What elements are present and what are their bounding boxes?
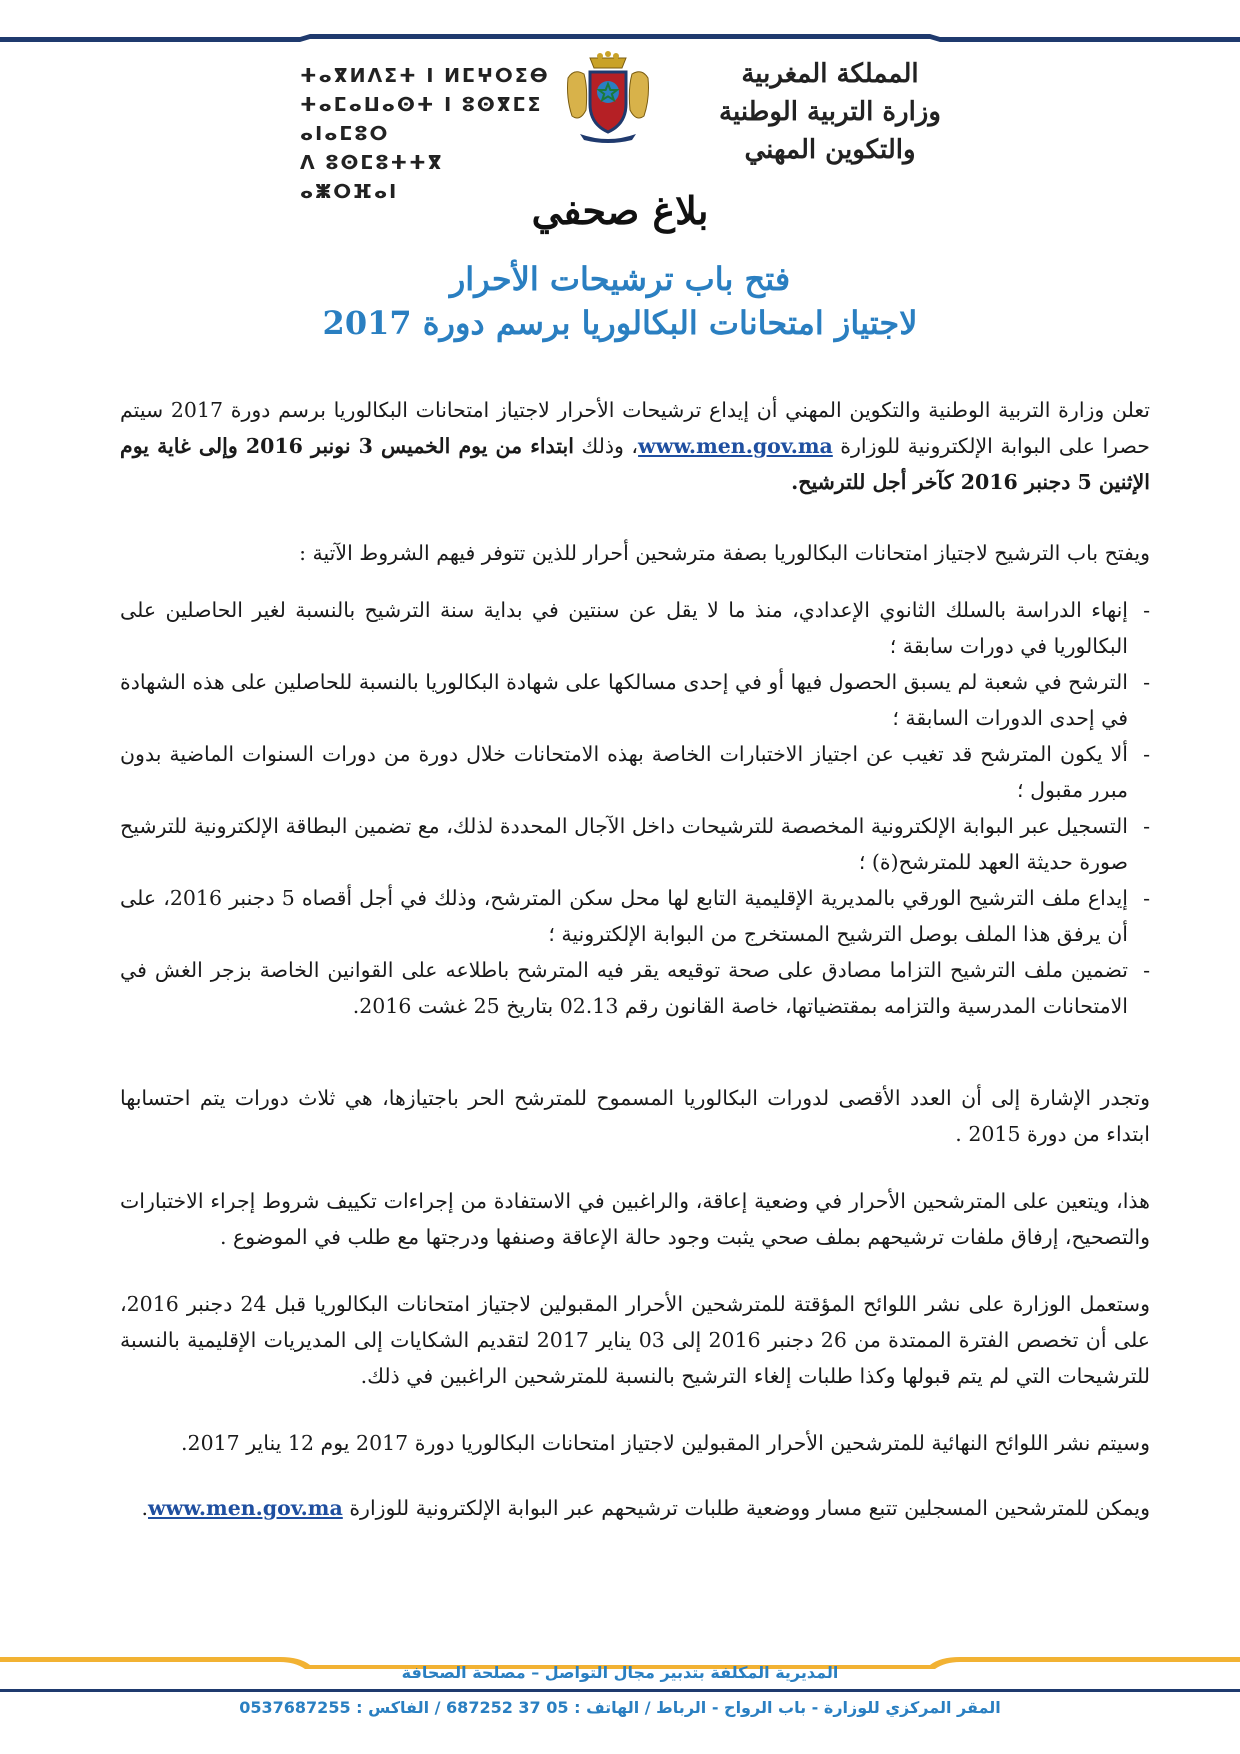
ministry-tf-line-3: ⴷ ⵓⵙⵎⵓⵜⵜⴳ ⴰⵥⵔⴼⴰⵏ bbox=[300, 152, 444, 203]
ministry-website-link[interactable]: www.men.gov.ma bbox=[638, 434, 833, 458]
closing-text: ويمكن للمترشحين المسجلين تتبع مسار ووضعية طلبات ترشيحهم عبر البوابة الإلكترونية للوزارة bbox=[349, 1496, 1150, 1520]
condition-item: - إيداع ملف الترشيح الورقي بالمديرية الإقليمية التابع لها محل سكن المترشح، وذلك في أجل أقصاه 5 دجنبر 2016، على أن يرفق هذا الملف بوصل الترشيح المستخرج من البوابة الإلكترونية ؛ bbox=[120, 886, 1150, 946]
condition-text: ألا يكون المترشح قد تغيب عن اجتياز الاختبارات الخاصة بهذه الامتحانات خلال دورة من دورات السنوات الماضية بدون مبرر مقبول ؛ bbox=[120, 742, 1128, 802]
ministry-ar-line-1: المملكة المغربية bbox=[741, 59, 919, 89]
final-lists-paragraph: وسيتم نشر اللوائح النهائية للمترشحين الأحرار المقبولين لاجتياز امتحانات البكالوريا دورة 2017 يوم 12 يناير 2017. bbox=[181, 1431, 1150, 1455]
condition-item: - الترشح في شعبة لم يسبق الحصول فيها أو في إحدى مسالكها على شهادة البكالوريا بالنسبة للحاصلين على هذه الشهادة في إحدى الدورات السابقة ؛ bbox=[120, 670, 1150, 730]
condition-text: الترشح في شعبة لم يسبق الحصول فيها أو في إحدى مسالكها على شهادة البكالوريا بالنسبة للحاصلين على هذه الشهادة في إحدى الدورات السابقة ؛ bbox=[120, 670, 1128, 730]
ministry-ar-line-2: وزارة التربية الوطنية bbox=[719, 97, 941, 127]
registration-period: ابتداء من يوم الخميس 3 نونبر 2016 وإلى غاية يوم الإثنين 5 دجنبر 2016 كآخر أجل للترشيح. bbox=[120, 434, 1150, 494]
ministry-tf-line-1: ⵜⴰⴳⵍⴷⵉⵜ ⵏ ⵍⵎⵖⵔⵉⴱ bbox=[300, 65, 550, 87]
condition-item: - تضمين ملف الترشيح التزاما مصادق على صحة توقيعه يقر فيه المترشح باطلاعه على القوانين الخاصة بزجر الغش في الامتحانات المدرسية والتزامه بمقتضياتها، خاصة القانون رقم 02.13 بتاريخ 25 غشت 2016. bbox=[120, 958, 1150, 1018]
condition-item: - ألا يكون المترشح قد تغيب عن اجتياز الاختبارات الخاصة بهذه الامتحانات خلال دورة من دورات السنوات الماضية بدون مبرر مقبول ؛ bbox=[120, 742, 1150, 802]
provisional-lists-paragraph: وستعمل الوزارة على نشر اللوائح المؤقتة للمترشحين الأحرار المقبولين لاجتياز امتحانات البكالوريا قبل 24 دجنبر 2016، على أن تخصص الفترة الممتدة من 26 دجنبر 2016 إلى 03 يناير 2017 لتقديم الشكايات إلى المديريات الإقليمية بالنسبة للترشيحات التي لم يتم قبولها وكذا طلبات إلغاء الترشيح بالنسبة للمترشحين الراغبين في ذلك. bbox=[120, 1292, 1150, 1388]
condition-item: - إنهاء الدراسة بالسلك الثانوي الإعدادي، منذ ما لا يقل عن سنتين في بداية سنة الترشيح بالنسبة لغير الحاصلين على البكالوريا في دورات سابقة ؛ bbox=[120, 598, 1150, 658]
closing-paragraph bbox=[120, 1490, 1150, 1526]
header-rule bbox=[0, 34, 1240, 44]
max-sessions-paragraph: وتجدر الإشارة إلى أن العدد الأقصى لدورات البكالوريا المسموح للمترشح الحر باجتيازها، هي ثلاث دورات يتم احتسابها ابتداء من دورة 2015 . bbox=[120, 1086, 1150, 1146]
condition-text: تضمين ملف الترشيح التزاما مصادق على صحة توقيعه يقر فيه المترشح باطلاعه على القوانين الخاصة بزجر الغش في الامتحانات المدرسية والتزامه بمقتضياتها، خاصة القانون رقم 02.13 بتاريخ 25 غشت 2016. bbox=[120, 958, 1128, 1018]
footer-contact: المقر المركزي للوزارة - باب الرواح - الرباط / الهاتف : 05 37 687252 / الفاكس : 0537687255 bbox=[239, 1698, 1001, 1717]
condition-text: إنهاء الدراسة بالسلك الثانوي الإعدادي، منذ ما لا يقل عن سنتين في بداية سنة الترشيح بالنسبة لغير الحاصلين على البكالوريا في دورات سابقة ؛ bbox=[120, 598, 1128, 658]
conditions-list bbox=[120, 592, 1150, 1024]
subject-line-2: لاجتياز امتحانات البكالوريا برسم دورة 2017 bbox=[322, 304, 918, 342]
condition-text: إيداع ملف الترشيح الورقي بالمديرية الإقليمية التابع لها محل سكن المترشح، وذلك في أجل أقصاه 5 دجنبر 2016، على أن يرفق هذا الملف بوصل الترشيح المستخرج من البوابة الإلكترونية ؛ bbox=[120, 886, 1128, 946]
intro-connector: ، وذلك bbox=[581, 434, 639, 458]
ministry-name-tifinagh bbox=[300, 62, 550, 207]
ministry-website-link-footer[interactable]: www.men.gov.ma bbox=[148, 1496, 343, 1520]
ministry-tf-line-2: ⵜⴰⵎⴰⵡⴰⵙⵜ ⵏ ⵓⵙⴳⵎⵉ ⴰⵏⴰⵎⵓⵔ bbox=[300, 94, 543, 145]
condition-text: التسجيل عبر البوابة الإلكترونية المخصصة للترشيحات داخل الآجال المحددة لذلك، مع تضمين البطاقة الإلكترونية للترشيح صورة حديثة العهد للمترشح(ة) ؛ bbox=[120, 814, 1128, 874]
condition-item: - التسجيل عبر البوابة الإلكترونية المخصصة للترشيحات داخل الآجال المحددة لذلك، مع تضمين البطاقة الإلكترونية للترشيح صورة حديثة العهد للمترشح(ة) ؛ bbox=[120, 814, 1150, 874]
disability-paragraph: هذا، ويتعين على المترشحين الأحرار في وضعية إعاقة، والراغبين في الاستفادة من إجراءات تكييف شروط إجراء الاختبارات والتصحيح، إرفاق ملفات ترشيحهم بملف صحي يثبت وجود حالة الإعاقة وصنفها ودرجتها مع طلب في الموضوع . bbox=[120, 1189, 1150, 1249]
subject-line-1: فتح باب ترشيحات الأحرار bbox=[449, 260, 791, 298]
footer-department: المديرية المكلفة بتدبير مجال التواصل – مصلحة الصحافة bbox=[401, 1663, 839, 1682]
document-title: بلاغ صحفي bbox=[531, 188, 709, 233]
conditions-intro: ويفتح باب الترشيح لاجتياز امتحانات البكالوريا بصفة مترشحين أحرار للذين تتوفر فيهم الشروط الآتية : bbox=[299, 541, 1150, 565]
ministry-name-arabic bbox=[710, 55, 950, 169]
closing-end: . bbox=[141, 1496, 149, 1520]
intro-text: تعلن وزارة التربية الوطنية والتكوين المهني أن إيداع ترشيحات الأحرار لاجتياز امتحانات البكالوريا برسم دورة 2017 سيتم حصرا على البوابة الإلكترونية للوزارة bbox=[120, 398, 1150, 458]
ministry-ar-line-3: والتكوين المهني bbox=[744, 135, 916, 165]
coat-of-arms-icon bbox=[560, 48, 656, 144]
intro-paragraph bbox=[120, 392, 1150, 500]
